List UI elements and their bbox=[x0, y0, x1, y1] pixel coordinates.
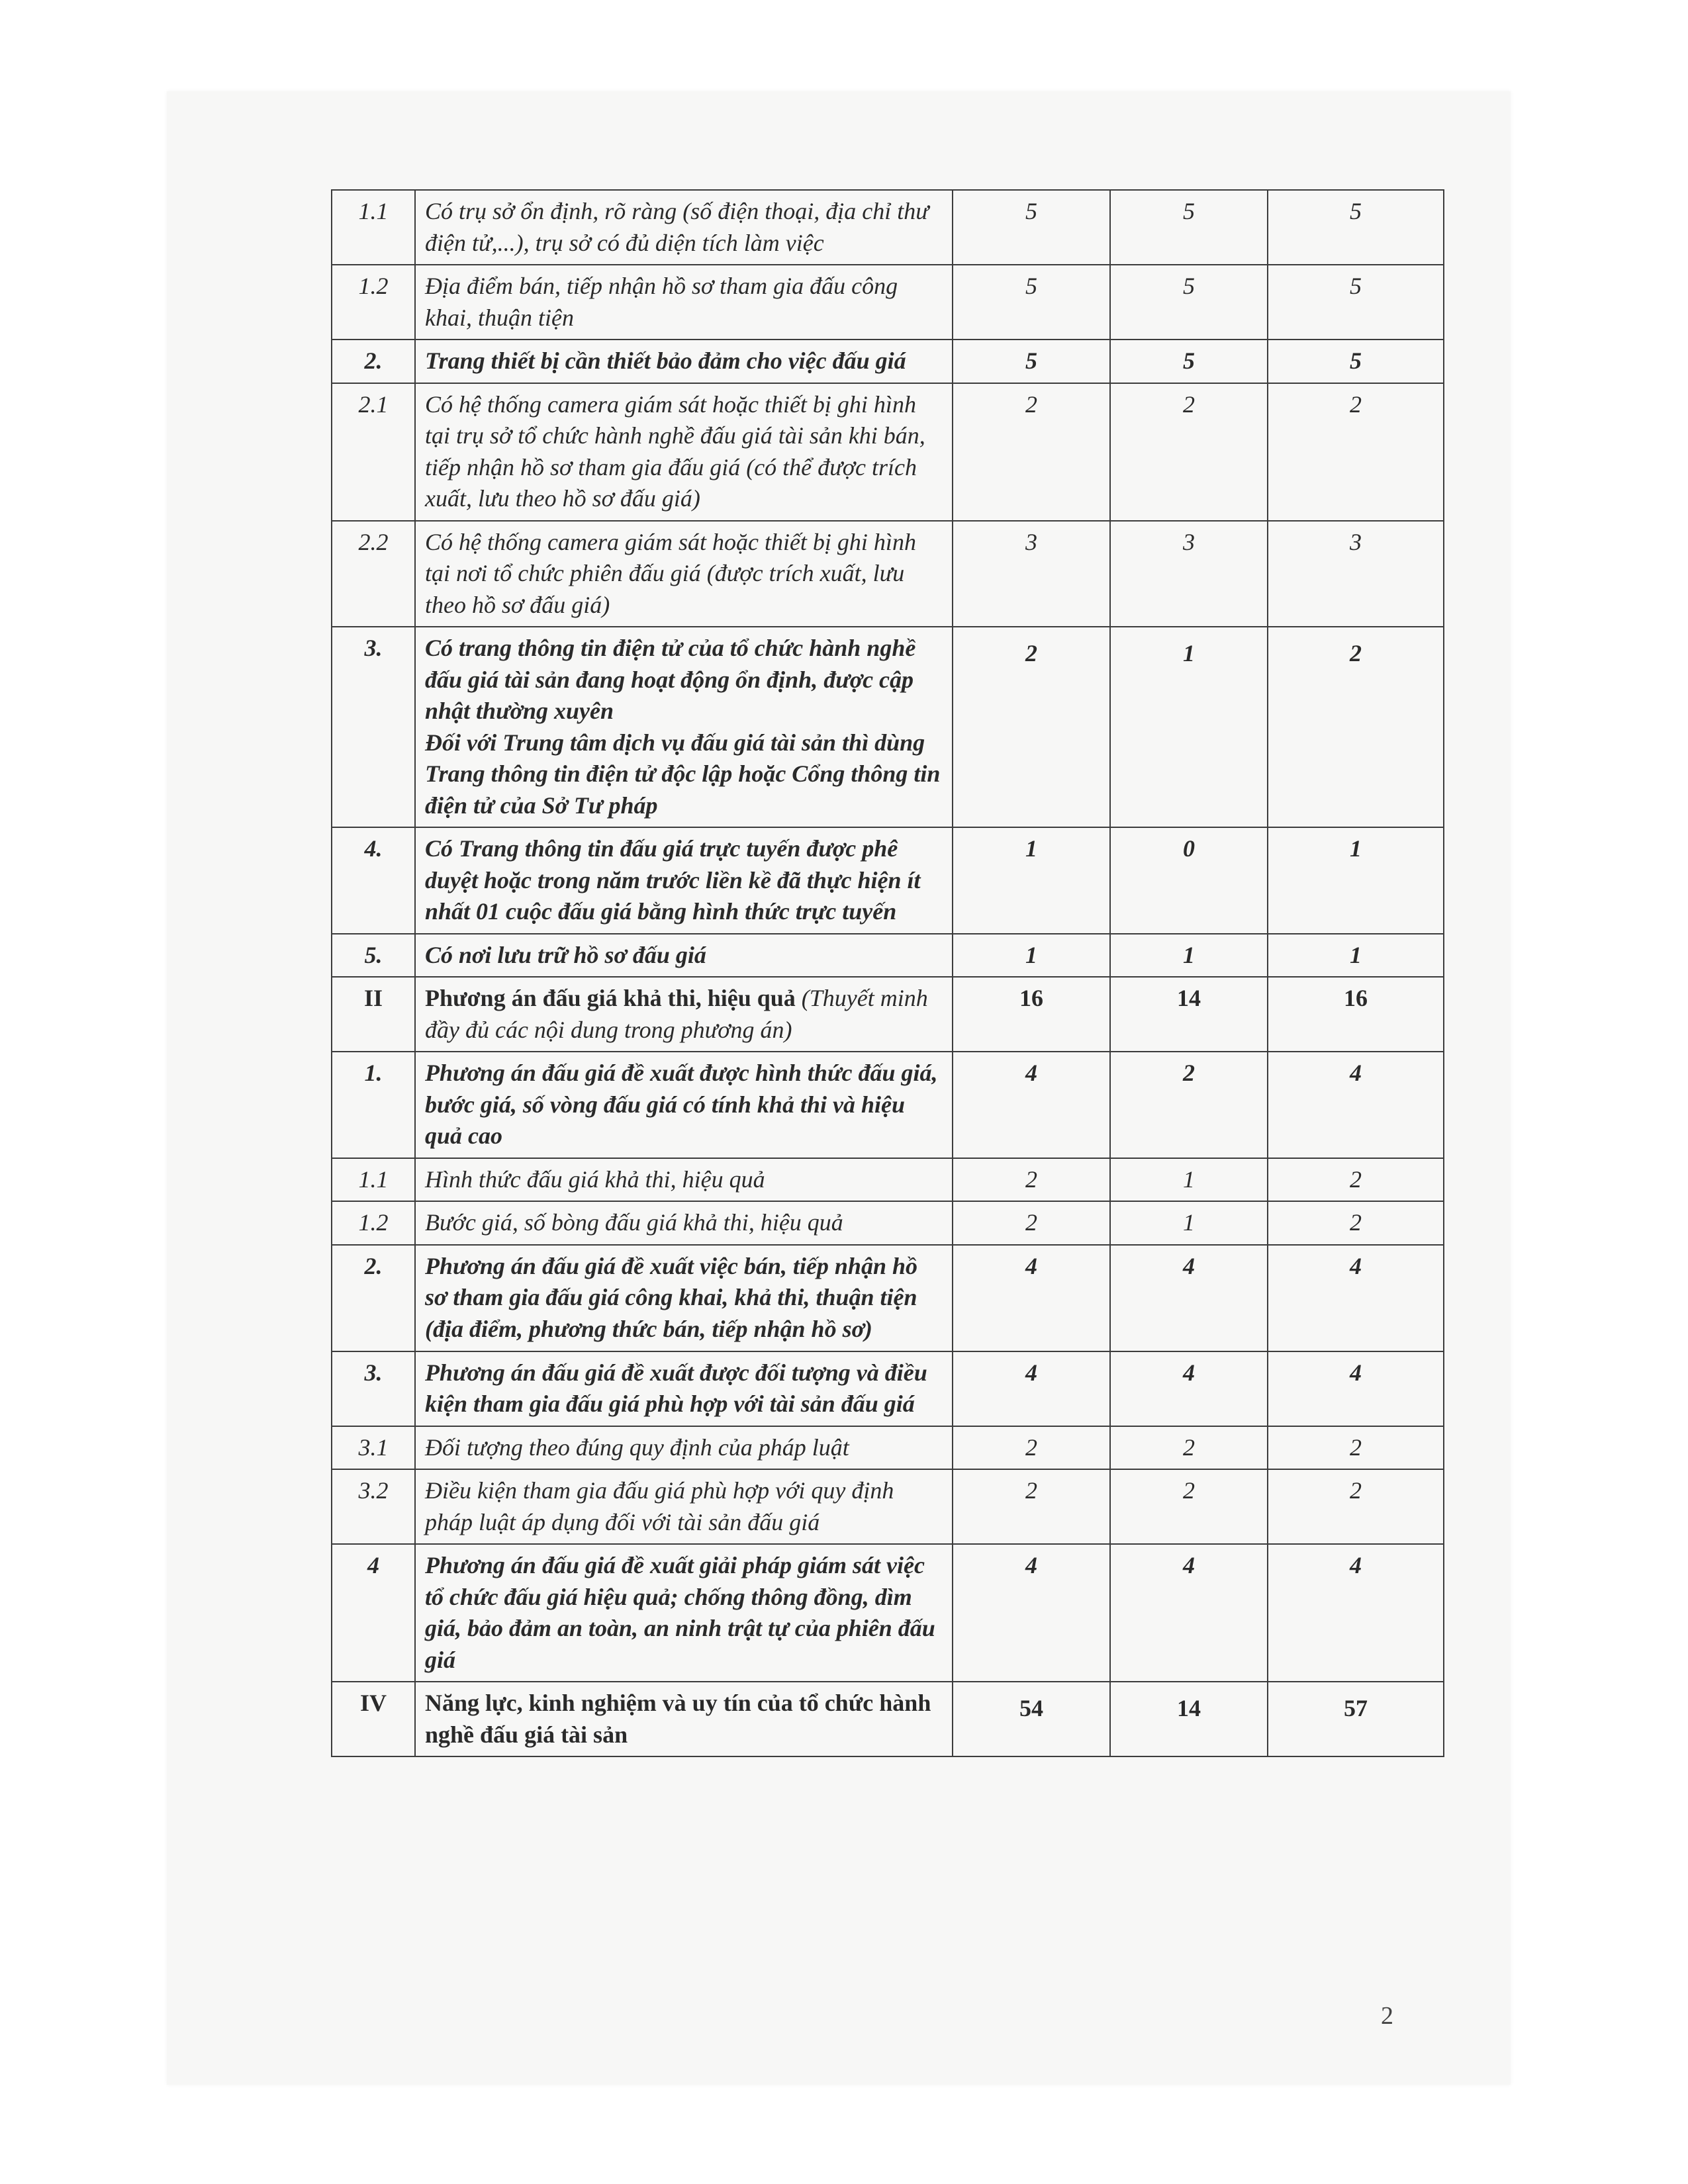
score-1: 4 bbox=[953, 1245, 1110, 1351]
criterion-text bbox=[415, 265, 953, 340]
table-row bbox=[332, 1426, 1444, 1470]
score-3: 4 bbox=[1268, 1351, 1444, 1426]
table-row bbox=[332, 1469, 1444, 1544]
table-row bbox=[332, 1351, 1444, 1426]
score-2: 4 bbox=[1110, 1544, 1268, 1682]
score-1: 2 bbox=[953, 1158, 1110, 1202]
score-3: 16 bbox=[1268, 977, 1444, 1052]
score-2: 3 bbox=[1110, 521, 1268, 627]
criterion-line: Có trang thông tin điện tử của tổ chức hành nghề đấu giá tài sản đang hoạt động ổn định, được cập nhật thường xuyên bbox=[425, 635, 916, 725]
table-row bbox=[332, 1158, 1444, 1202]
criterion-line: Có hệ thống camera giám sát hoặc thiết bị ghi hình tại nơi tổ chức phiên đấu giá (được trích xuất, lưu theo hồ sơ đấu giá) bbox=[425, 528, 916, 618]
score-2: 4 bbox=[1110, 1351, 1268, 1426]
criterion-line: Phương án đấu giá đề xuất giải pháp giám sát việc tổ chức đấu giá hiệu quả; chống thông đồng, dìm giá, bảo đảm an toàn, an ninh trật tự của phiên đấu giá bbox=[425, 1552, 935, 1673]
criterion-line: Hình thức đấu giá khả thi, hiệu quả bbox=[425, 1165, 765, 1193]
table-row bbox=[332, 827, 1444, 934]
row-number: II bbox=[332, 977, 415, 1052]
score-1: 2 bbox=[953, 383, 1110, 521]
table-row bbox=[332, 977, 1444, 1052]
score-1: 2 bbox=[953, 1426, 1110, 1470]
row-number: 1. bbox=[332, 1052, 415, 1158]
score-2: 1 bbox=[1110, 1201, 1268, 1245]
criterion-line: Đối tượng theo đúng quy định của pháp luật bbox=[425, 1433, 849, 1461]
row-number: 3.1 bbox=[332, 1426, 415, 1470]
row-number: 5. bbox=[332, 934, 415, 978]
criterion-text bbox=[415, 1245, 953, 1351]
row-number: 3.2 bbox=[332, 1469, 415, 1544]
score-2: 5 bbox=[1110, 190, 1268, 265]
score-2: 5 bbox=[1110, 340, 1268, 383]
criterion-line: Phương án đấu giá đề xuất được hình thức đấu giá, bước giá, số vòng đấu giá có tính khả thi và hiệu quả cao bbox=[425, 1060, 938, 1150]
row-number: 3. bbox=[332, 627, 415, 827]
criterion-text bbox=[415, 977, 953, 1052]
criterion-line: Có nơi lưu trữ hồ sơ đấu giá bbox=[425, 941, 706, 968]
row-number: 4. bbox=[332, 827, 415, 934]
criterion-text bbox=[415, 1469, 953, 1544]
score-2: 5 bbox=[1110, 265, 1268, 340]
score-2: 2 bbox=[1110, 383, 1268, 521]
criterion-line: Phương án đấu giá khả thi, hiệu quả bbox=[425, 985, 796, 1012]
score-3: 5 bbox=[1268, 340, 1444, 383]
score-3: 2 bbox=[1268, 383, 1444, 521]
criterion-text bbox=[415, 1201, 953, 1245]
table-row bbox=[332, 190, 1444, 265]
score-3: 2 bbox=[1268, 1426, 1444, 1470]
score-1: 2 bbox=[953, 1469, 1110, 1544]
criterion-text bbox=[415, 1052, 953, 1158]
criterion-line: Có Trang thông tin đấu giá trực tuyến được phê duyệt hoặc trong năm trước liền kề đã thực hiện ít nhất 01 cuộc đấu giá bằng hình thức trực tuyến bbox=[425, 835, 921, 925]
score-1: 4 bbox=[953, 1351, 1110, 1426]
score-3: 2 bbox=[1268, 1469, 1444, 1544]
score-2: 2 bbox=[1110, 1426, 1268, 1470]
score-2: 1 bbox=[1110, 934, 1268, 978]
criterion-line: Có hệ thống camera giám sát hoặc thiết bị ghi hình tại trụ sở tổ chức hành nghề đấu giá tài sản khi bán, tiếp nhận hồ sơ tham gia đấu giá (có thể được trích xuất, lưu theo hồ sơ đấu giá) bbox=[425, 390, 925, 512]
criterion-line: Có trụ sở ổn định, rõ ràng (số điện thoại, địa chỉ thư điện tử,...), trụ sở có đủ diện tích làm việc bbox=[425, 198, 929, 256]
criterion-text bbox=[415, 190, 953, 265]
score-2: 1 bbox=[1110, 1158, 1268, 1202]
score-3: 1 bbox=[1268, 934, 1444, 978]
row-number: 1.1 bbox=[332, 190, 415, 265]
score-2: 4 bbox=[1110, 1245, 1268, 1351]
row-number: 2.2 bbox=[332, 521, 415, 627]
score-1: 16 bbox=[953, 977, 1110, 1052]
criterion-text bbox=[415, 521, 953, 627]
score-1: 54 bbox=[953, 1682, 1110, 1756]
evaluation-table bbox=[331, 189, 1444, 1757]
criterion-text bbox=[415, 1682, 953, 1756]
criterion-text bbox=[415, 934, 953, 978]
score-2: 14 bbox=[1110, 977, 1268, 1052]
score-1: 1 bbox=[953, 827, 1110, 934]
row-number: 2.1 bbox=[332, 383, 415, 521]
row-number: 1.1 bbox=[332, 1158, 415, 1202]
criterion-text bbox=[415, 827, 953, 934]
score-1: 5 bbox=[953, 340, 1110, 383]
row-number: 4 bbox=[332, 1544, 415, 1682]
score-2: 2 bbox=[1110, 1052, 1268, 1158]
score-3: 5 bbox=[1268, 190, 1444, 265]
criterion-text bbox=[415, 1351, 953, 1426]
criterion-line: Địa điểm bán, tiếp nhận hồ sơ tham gia đấu công khai, thuận tiện bbox=[425, 273, 898, 331]
table-row bbox=[332, 383, 1444, 521]
score-1: 4 bbox=[953, 1544, 1110, 1682]
row-number: 2. bbox=[332, 1245, 415, 1351]
table-row bbox=[332, 265, 1444, 340]
table-row bbox=[332, 1052, 1444, 1158]
criterion-note: (Thuyết minh đầy đủ các nội dung trong phương án) bbox=[425, 985, 928, 1043]
row-number: IV bbox=[332, 1682, 415, 1756]
row-number: 1.2 bbox=[332, 265, 415, 340]
row-number: 3. bbox=[332, 1351, 415, 1426]
criterion-line: Phương án đấu giá đề xuất được đối tượng và điều kiện tham gia đấu giá phù hợp với tài sản đấu giá bbox=[425, 1359, 927, 1418]
table-row bbox=[332, 1544, 1444, 1682]
score-3: 4 bbox=[1268, 1245, 1444, 1351]
table-row bbox=[332, 1245, 1444, 1351]
score-1: 2 bbox=[953, 1201, 1110, 1245]
score-3: 3 bbox=[1268, 521, 1444, 627]
score-3: 5 bbox=[1268, 265, 1444, 340]
criterion-line: Điều kiện tham gia đấu giá phù hợp với quy định pháp luật áp dụng đối với tài sản đấu giá bbox=[425, 1477, 894, 1535]
criterion-text bbox=[415, 340, 953, 383]
criterion-text bbox=[415, 1426, 953, 1470]
score-2: 2 bbox=[1110, 1469, 1268, 1544]
score-3: 2 bbox=[1268, 627, 1444, 827]
table-row bbox=[332, 1201, 1444, 1245]
score-1: 4 bbox=[953, 1052, 1110, 1158]
score-3: 2 bbox=[1268, 1158, 1444, 1202]
criterion-text bbox=[415, 1544, 953, 1682]
score-1: 2 bbox=[953, 627, 1110, 827]
evaluation-table-body bbox=[332, 190, 1444, 1756]
score-3: 4 bbox=[1268, 1052, 1444, 1158]
criterion-text bbox=[415, 1158, 953, 1202]
score-3: 2 bbox=[1268, 1201, 1444, 1245]
row-number: 1.2 bbox=[332, 1201, 415, 1245]
table-row bbox=[332, 1682, 1444, 1756]
score-1: 5 bbox=[953, 265, 1110, 340]
criterion-line: Phương án đấu giá đề xuất việc bán, tiếp nhận hồ sơ tham gia đấu giá công khai, khả thi, thuận tiện (địa điểm, phương thức bán, tiếp nhận hồ sơ) bbox=[425, 1252, 917, 1342]
criterion-line: Đối với Trung tâm dịch vụ đấu giá tài sản thì dùng Trang thông tin điện tử độc lập hoặc Cổng thông tin điện tử của Sở Tư pháp bbox=[425, 729, 941, 819]
table-row bbox=[332, 627, 1444, 827]
table-row bbox=[332, 340, 1444, 383]
score-1: 3 bbox=[953, 521, 1110, 627]
criterion-line: Năng lực, kinh nghiệm và uy tín của tổ chức hành nghề đấu giá tài sản bbox=[425, 1690, 931, 1748]
page-number: 2 bbox=[1381, 2002, 1393, 2030]
score-2: 1 bbox=[1110, 627, 1268, 827]
score-2: 14 bbox=[1110, 1682, 1268, 1756]
score-1: 5 bbox=[953, 190, 1110, 265]
criterion-text bbox=[415, 383, 953, 521]
criterion-text bbox=[415, 627, 953, 827]
score-1: 1 bbox=[953, 934, 1110, 978]
row-number: 2. bbox=[332, 340, 415, 383]
criterion-line: Bước giá, số bòng đấu giá khả thi, hiệu quả bbox=[425, 1209, 843, 1236]
criterion-line: Trang thiết bị cần thiết bảo đảm cho việc đấu giá bbox=[425, 347, 906, 375]
score-3: 57 bbox=[1268, 1682, 1444, 1756]
table-row bbox=[332, 934, 1444, 978]
score-3: 1 bbox=[1268, 827, 1444, 934]
table-row bbox=[332, 521, 1444, 627]
score-2: 0 bbox=[1110, 827, 1268, 934]
score-3: 4 bbox=[1268, 1544, 1444, 1682]
